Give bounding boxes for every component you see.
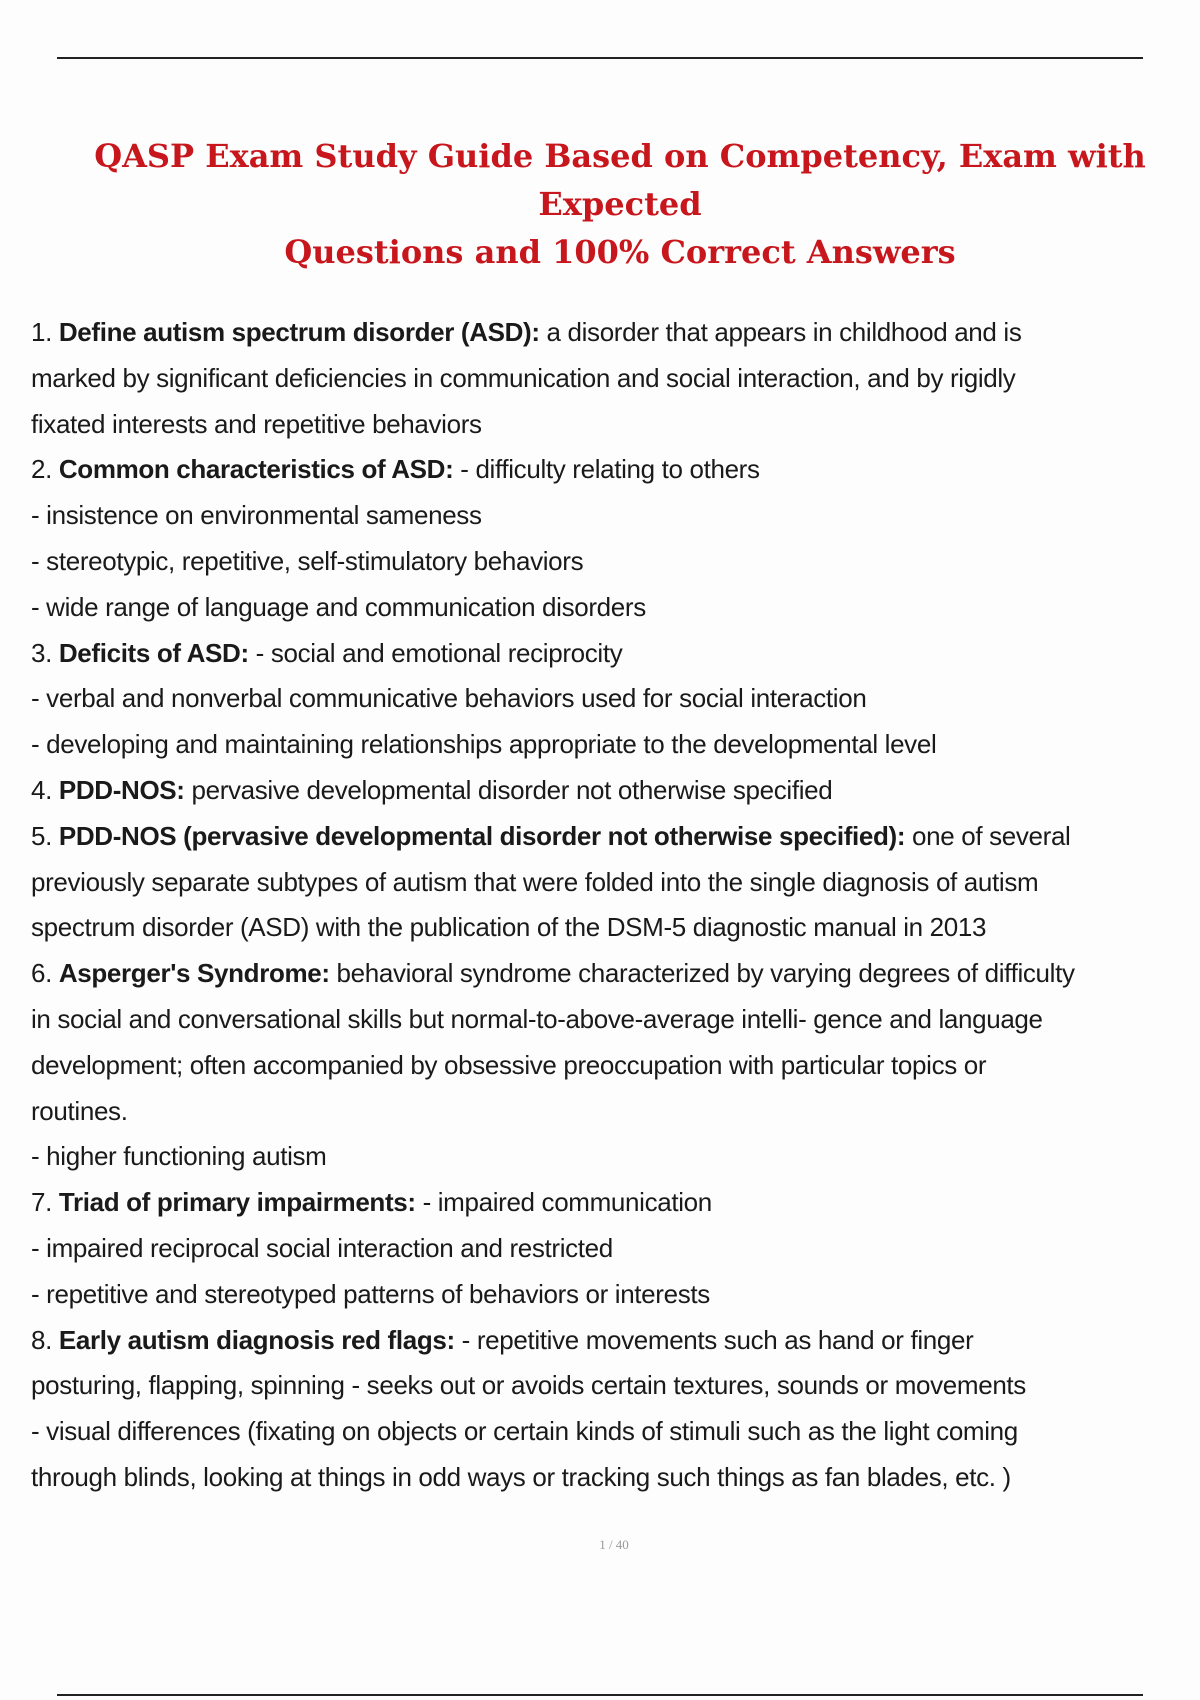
bottom-rule [57,1694,1143,1696]
item-definition: one of several [905,820,1071,851]
item-definition: a disorder that appears in childhood and is [539,317,1022,347]
item-1-text-line: marked by significant deficiencies in communication and social interaction, and by rigidly [31,362,1016,393]
item-3-heading-line [31,631,1196,677]
item-number: 2. [31,454,52,485]
item-2-heading-line [31,447,1196,493]
item-5-text-line: previously separate subtypes of autism that were folded into the single diagnosis of autism [31,866,1039,897]
item-8-text-line: - visual differences (fixating on objects or certain kinds of stimuli such as the light coming [31,1416,1018,1447]
document-title [40,132,1200,276]
item-6-text-line: routines. [31,1095,128,1126]
item-7-text-line: - impaired reciprocal social interaction and restricted [31,1232,613,1263]
item-definition: pervasive developmental disorder not otherwise specified [184,774,833,805]
item-5-heading-line [31,814,1196,860]
item-term: Asperger's Syndrome: [58,958,330,989]
item-definition: behavioral syndrome characterized by varying degrees of difficulty [329,958,1075,989]
item-number: 4. [31,774,52,805]
item-6-text-line: - higher functioning autism [31,1141,327,1172]
item-definition: - impaired communication [415,1187,712,1218]
item-definition: - social and emotional reciprocity [248,637,623,668]
item-8-text-line: through blinds, looking at things in odd ways or tracking such things as fan blades, etc. ) [31,1461,1011,1492]
item-6-text-line: in social and conversational skills but normal-to-above-average intelli- gence and language [31,1003,1043,1034]
top-rule [57,57,1143,59]
item-number: 3. [31,637,52,668]
item-number: 1. [31,317,52,347]
item-6-text-line: development; often accompanied by obsessive preoccupation with particular topics or [31,1049,987,1080]
item-number: 7. [31,1187,52,1218]
page-number: 1 / 40 [599,1537,629,1552]
item-definition: - difficulty relating to others [453,454,760,485]
item-2-text-line: - wide range of language and communication disorders [31,591,646,622]
item-term: Early autism diagnosis red flags: [58,1324,455,1355]
item-4-heading-line [31,768,1196,814]
item-8-heading-line [31,1318,1196,1364]
item-number: 6. [31,958,52,989]
item-definition: - repetitive movements such as hand or finger [454,1324,974,1355]
item-1-text-line: fixated interests and repetitive behaviors [31,408,482,439]
item-term: Define autism spectrum disorder (ASD): [58,317,540,347]
item-7-heading-line [31,1180,1196,1226]
item-term: Deficits of ASD: [58,637,249,668]
item-term: Common characteristics of ASD: [58,454,454,485]
item-1-heading-line [31,310,1196,356]
item-number: 5. [31,820,52,851]
item-3-text-line: - developing and maintaining relationships appropriate to the developmental level [31,729,937,760]
item-term: Triad of primary impairments: [58,1187,416,1218]
item-6-heading-line [31,951,1196,997]
item-2-text-line: - insistence on environmental sameness [31,500,482,531]
item-number: 8. [31,1324,52,1355]
item-7-text-line: - repetitive and stereotyped patterns of behaviors or interests [31,1278,710,1309]
study-guide-content [31,310,1196,1501]
item-2-text-line: - stereotypic, repetitive, self-stimulatory behaviors [31,545,584,576]
title-line-1: QASP Exam Study Guide Based on Competency, Exam with Expected [94,137,1146,223]
item-5-text-line: spectrum disorder (ASD) with the publication of the DSM-5 diagnostic manual in 2013 [31,912,987,943]
item-3-text-line: - verbal and nonverbal communicative behaviors used for social interaction [31,683,867,714]
item-8-text-line: posturing, flapping, spinning - seeks out or avoids certain textures, sounds or movements [31,1370,1026,1401]
item-term: PDD-NOS: [58,774,185,805]
item-term: PDD-NOS (pervasive developmental disorder not otherwise specified): [58,820,906,851]
title-line-2: Questions and 100% Correct Answers [284,233,956,271]
